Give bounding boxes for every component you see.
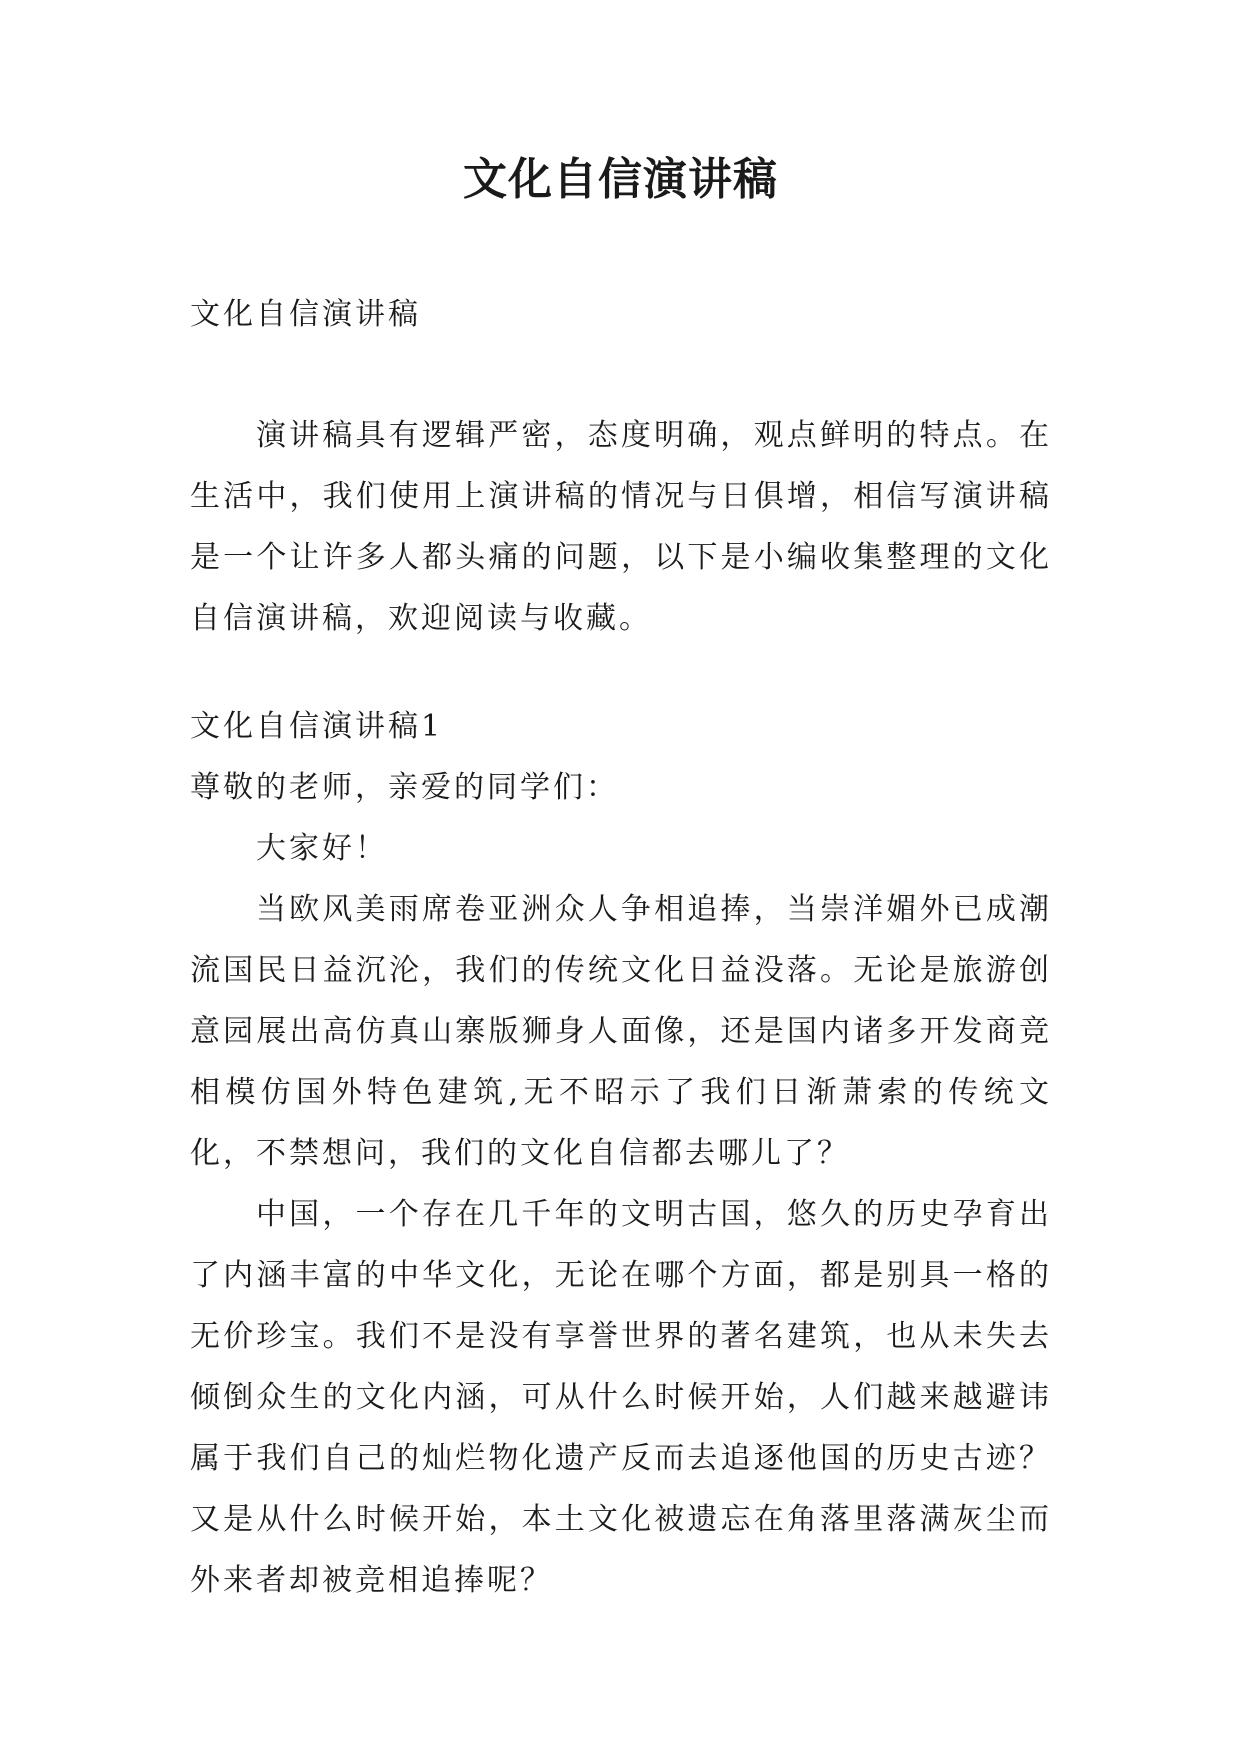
intro-section [190,405,1052,649]
intro-paragraph: 演讲稿具有逻辑严密，态度明确，观点鲜明的特点。在生活中，我们使用上演讲稿的情况与日俱增，相信写演讲稿是一个让许多人都头痛的问题，以下是小编收集整理的文化自信演讲稿，欢迎阅读与收藏。 [190,418,1052,636]
body-paragraph-1: 当欧风美雨席卷亚洲众人争相追捧，当崇洋媚外已成潮流国民日益沉沦，我们的传统文化日益没落。无论是旅游创意园展出高仿真山寨版狮身人面像，还是国内诸多开发商竞相模仿国外特色建筑,无不昭示了我们日渐萧索的传统文化，不禁想问，我们的文化自信都去哪儿了？ [190,892,1052,1171]
greeting: 大家好！ [256,831,388,866]
speech-section [190,696,1052,1611]
document-subtitle [190,284,1052,345]
salutation: 尊敬的老师，亲爱的同学们： [190,770,619,805]
section-heading: 文化自信演讲稿1 [190,709,444,744]
body-paragraph-2: 中国，一个存在几千年的文明古国，悠久的历史孕育出了内涵丰富的中华文化，无论在哪个方面，都是别具一格的无价珍宝。我们不是没有享誉世界的著名建筑，也从未失去倾倒众生的文化内涵，可从什么时候开始，人们越来越避讳属于我们自己的灿烂物化遗产反而去追逐他国的历史古迹？又是从什么时候开始，本土文化被遗忘在角落里落满灰尘而外来者却被竞相追捧呢？ [190,1197,1052,1598]
subtitle-text: 文化自信演讲稿 [190,297,421,332]
document-title: 文化自信演讲稿 [463,154,778,205]
